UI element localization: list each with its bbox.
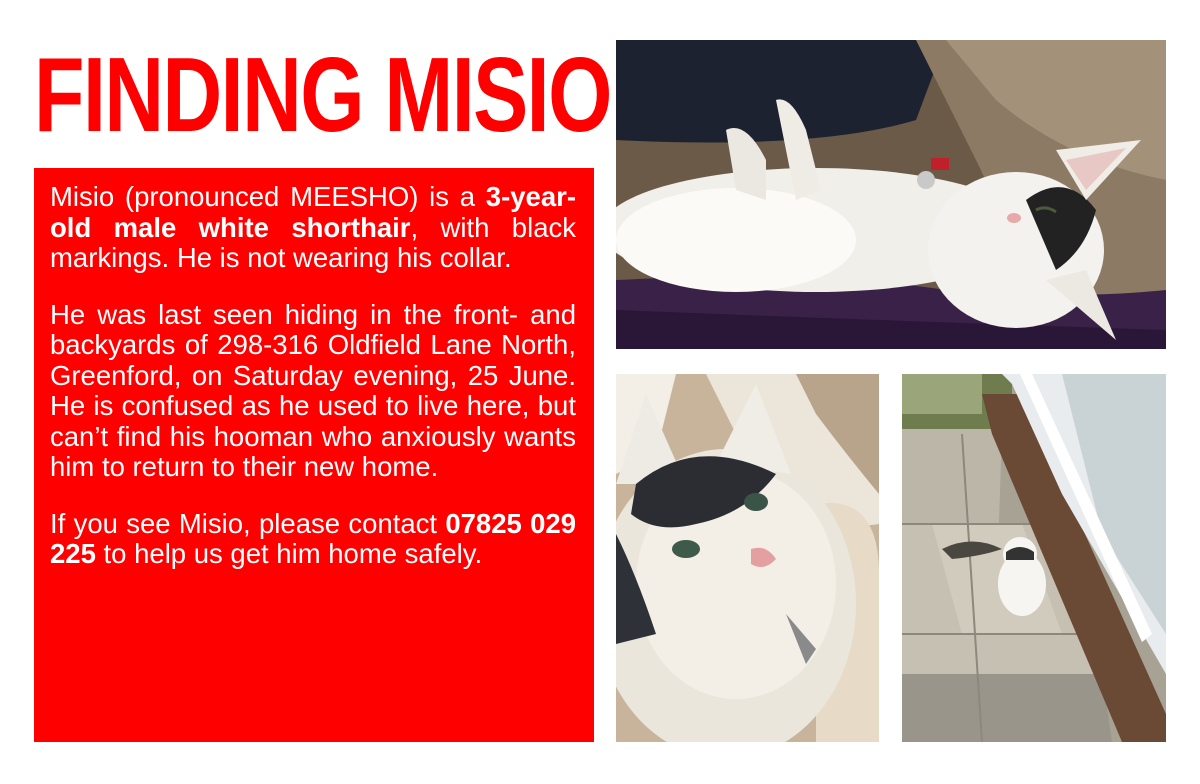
contact-intro: If you see Misio, please contact — [50, 507, 446, 539]
description-intro: Misio (pronounced MEESHO) is a — [50, 181, 486, 212]
cat-sitting-on-patio-photo — [902, 374, 1166, 742]
phone-number: 07825 029 225 — [50, 507, 577, 569]
description-paragraph — [50, 182, 576, 274]
cat-lying-on-back-photo — [616, 40, 1166, 349]
description-rest: , with black markings. He is not wearing his collar. — [50, 211, 576, 273]
cat-selfie-closeup-photo — [616, 374, 879, 742]
contact-rest: to help us get him home safely. — [95, 538, 483, 569]
cat-details-highlight: 3-year-old male white shorthair — [50, 181, 576, 243]
info-box — [34, 168, 594, 742]
last-seen-paragraph: He was last seen hiding in the front- and backyards of 298-316 Oldfield Lane North, Greenford, on Saturday evening, 25 June. He is confused as he used to live here, but can’t find his hooman who anxiously wants him to return to their new home. — [50, 298, 576, 482]
poster-title: FINDING MISIO — [34, 36, 611, 154]
contact-paragraph — [50, 509, 576, 570]
